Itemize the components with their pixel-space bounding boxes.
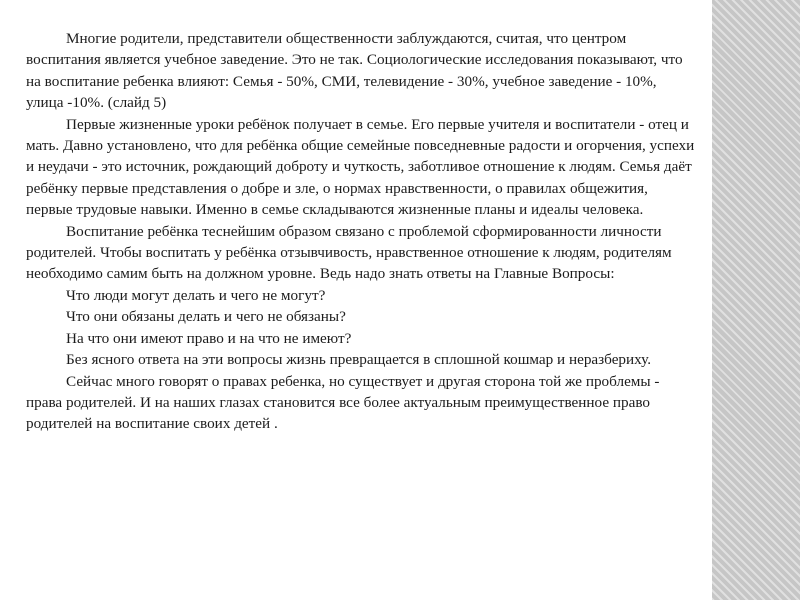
- question-item: Что люди могут делать и чего не могут?: [66, 286, 326, 304]
- paragraph-intro: Многие родители, представители общественности заблуждаются, считая, что центром воспитания является учебное заведение. Это не так. Социологические исследования показывают, что на воспитание ребенка влияют: Семья - 50%, СМИ, телевидение - 30%, учебное заведение - 10%, улица -10%. (слайд 5): [26, 30, 683, 112]
- decorative-side-stripe: [712, 0, 800, 600]
- question-item: Что они обязаны делать и чего не обязаны?: [66, 308, 346, 326]
- paragraph-consequence: Без ясного ответа на эти вопросы жизнь превращается в сплошной кошмар и неразбериху.: [66, 351, 652, 369]
- slide-text: [26, 28, 696, 435]
- paragraph-rights: Сейчас много говорят о правах ребенка, но существует и другая сторона той же проблемы - права родителей. И на наших глазах становится все более актуальным преимущественное право родителей на воспитание своих детей .: [26, 372, 660, 433]
- question-item: На что они имеют право и на что не имеют?: [66, 329, 352, 347]
- paragraph-parents: Воспитание ребёнка теснейшим образом связано с проблемой сформированности личности родителей. Чтобы воспитать у ребёнка отзывчивость, нравственное отношение к людям, родителям необходимо самим быть на должном уровне. Ведь надо знать ответы на Главные Вопросы:: [26, 222, 672, 283]
- paragraph-family: Первые жизненные уроки ребёнок получает в семье. Его первые учителя и воспитатели - отец и мать. Давно установлено, что для ребёнка общие семейные повседневные радости и огорчения, успехи и неудачи - это источник, рождающий доброту и чуткость, заботливое отношение к людям. Семья даёт ребёнку первые представления о добре и зле, о нормах нравственности, о правилах общежития, первые трудовые навыки. Именно в семье складываются жизненные планы и идеалы человека.: [26, 115, 695, 219]
